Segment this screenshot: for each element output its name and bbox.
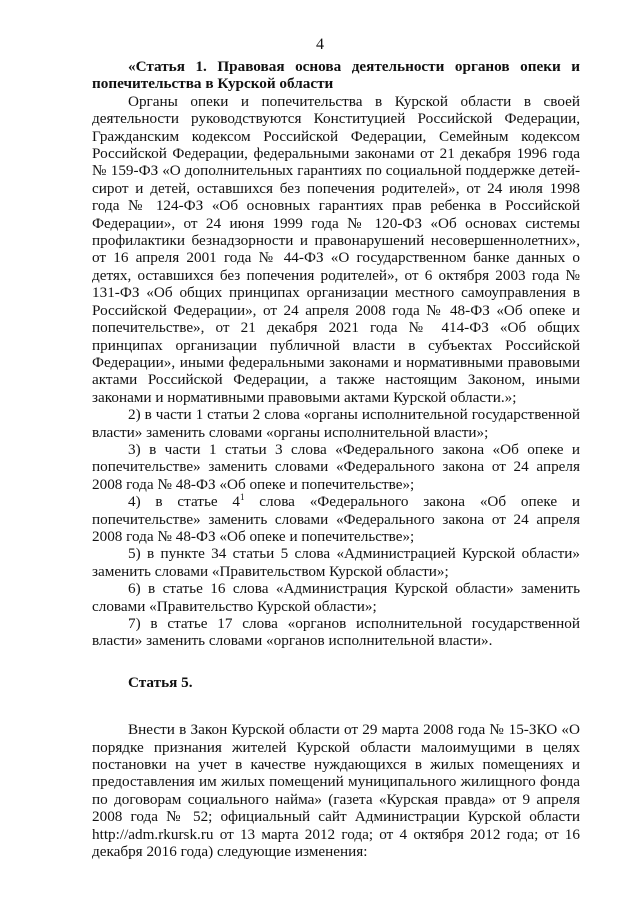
amendment-item-4-superscript: 1 xyxy=(240,492,245,503)
amendment-item-3: 3) в части 1 статьи 3 слова «Федерального закона «Об опеке и попечительстве» заменить словами «Федерального закона от 24 апреля 2008 года № 48-ФЗ «Об опеке и попечительстве»; xyxy=(92,440,580,493)
amendment-item-6: 6) в статье 16 слова «Администрация Курской области» заменить словами «Правительство Курской области»; xyxy=(92,580,580,615)
amendment-item-4-rest: слова «Федерального закона «Об опеке и попечительстве» заменить словами «Федерального закона от 24 апреля 2008 года № 48-ФЗ «Об опеке и попечительстве»; xyxy=(92,493,581,545)
article-5-heading: Статья 5. xyxy=(128,673,193,691)
article-1-body: Органы опеки и попечительства в Курской области в своей деятельности руководствуются Конституцией Российской Федерации, Гражданским кодексом Российской Федерации, Семейным кодексом Российской Федерации, федеральными законами от 21 декабря 1996 года № 159-ФЗ «О дополнительных гарантиях по социальной поддержке детей-сирот и детей, оставшихся без попечения родителей», от 24 июля 1998 года № 124-ФЗ «Об основных гарантиях прав ребенка в Российской Федерации», от 24 июня 1999 года № 120-ФЗ «Об основах системы профилактики безнадзорности и правонарушений несовершеннолетних», от 16 апреля 2001 года № 44-ФЗ «О государственном банке данных о детях, оставшихся без попечения родителей», от 6 октября 2003 года № 131-ФЗ «Об общих принципах организации местного самоуправления в Российской Федерации», от 24 апреля 2008 года № 48-ФЗ «Об опеке и попечительстве», от 21 декабря 2021 года № 414-ФЗ «Об общих принципах организации публичной власти в субъектах Российской Федерации», иными федеральными законами и нормативными правовыми актами Российской Федерации, а также настоящим Законом, иными законами и нормативными правовыми актами Курской области.»; xyxy=(92,92,580,406)
amendment-item-4-start: 4) в статье 4 xyxy=(128,493,240,511)
document-body xyxy=(92,58,580,860)
amendment-item-2: 2) в части 1 статьи 2 слова «органы исполнительной государственной власти» заменить словами «органы исполнительной власти»; xyxy=(92,406,580,441)
amendment-item-7: 7) в статье 17 слова «органов исполнительной государственной власти» заменить словами «органов исполнительной власти». xyxy=(92,615,580,650)
article-1-heading: «Статья 1. Правовая основа деятельности органов опеки и попечительства в Курской области xyxy=(92,58,580,93)
article-5-body: Внести в Закон Курской области от 29 марта 2008 года № 15-ЗКО «О порядке признания жителей Курской области малоимущими в целях постановки на учет в качестве нуждающихся в жилых помещениях и предоставления им жилых помещений муниципального жилищного фонда по договорам социального найма» (газета «Курская правда» от 9 апреля 2008 года № 52; официальный сайт Администрации Курской области http://adm.rkursk.ru от 13 марта 2012 года; от 4 октября 2012 года; от 16 декабря 2016 года) следующие изменения: xyxy=(92,721,580,861)
amendment-item-5: 5) в пункте 34 статьи 5 слова «Администрацией Курской области» заменить словами «Правительством Курской области»; xyxy=(92,545,580,580)
amendment-item-4 xyxy=(92,493,580,545)
page-number: 4 xyxy=(316,36,324,53)
